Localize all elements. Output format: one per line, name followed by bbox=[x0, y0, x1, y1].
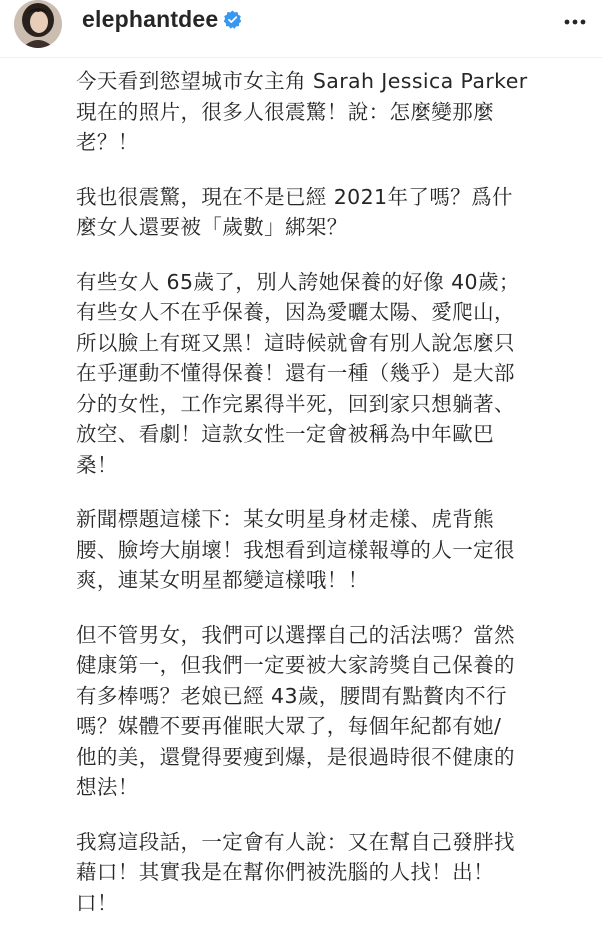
caption-paragraph: 新聞標題這樣下：某女明星身材走樣、虎背熊 腰、臉垮大崩壞！我想看到這樣報導的人一定很 爽，連某女明星都變這樣哦！！ bbox=[76, 507, 515, 592]
more-horizontal-icon bbox=[564, 19, 586, 25]
username-link[interactable]: elephantdee bbox=[82, 6, 219, 32]
verified-badge-icon bbox=[223, 10, 242, 29]
post-header bbox=[0, 0, 602, 56]
caption-paragraph: 我也很震驚，現在不是已經 2021年了嗎？爲什 麼女人還要被「歲數」綁架？ bbox=[76, 184, 513, 239]
caption-paragraph: 有些女人 65歲了，別人誇她保養的好像 40歲； 有些女人不在乎保養，因為愛曬太陽、愛爬山， 所以臉上有斑又黑！這時候就會有別人說怎麼只 在乎運動不懂得保養！還有一種（幾乎）是大部 分的女性，工作完累得半死，回到家只想躺著、 放空、看劇！這款女性一定會被稱為中年歐巴 桑！ bbox=[76, 269, 520, 477]
header-divider bbox=[0, 57, 602, 58]
more-options-button[interactable] bbox=[562, 9, 588, 35]
post-caption bbox=[76, 66, 546, 942]
avatar-image bbox=[14, 0, 62, 48]
username-row bbox=[82, 6, 242, 33]
caption-paragraph: 今天看到慾望城市女主角 Sarah Jessica Parker 現在的照片，很多人很震驚！說：怎麼變那麼 老？！ bbox=[76, 69, 528, 154]
caption-paragraph: 但不管男女，我們可以選擇自己的活法嗎？當然 健康第一，但我們一定要被大家誇獎自己保養的 有多棒嗎？老娘已經 43歲，腰間有點贅肉不行 嗎？媒體不要再催眠大眾了，每個年紀都有她/ 他的美，還覺得要瘦到爆，是很過時很不健康的 想法！ bbox=[76, 622, 515, 799]
avatar[interactable] bbox=[14, 0, 62, 48]
caption-paragraph: 我寫這段話，一定會有人說：又在幫自己發胖找 藉口！其實我是在幫你們被洗腦的人找！出！ 口！ bbox=[76, 829, 515, 915]
